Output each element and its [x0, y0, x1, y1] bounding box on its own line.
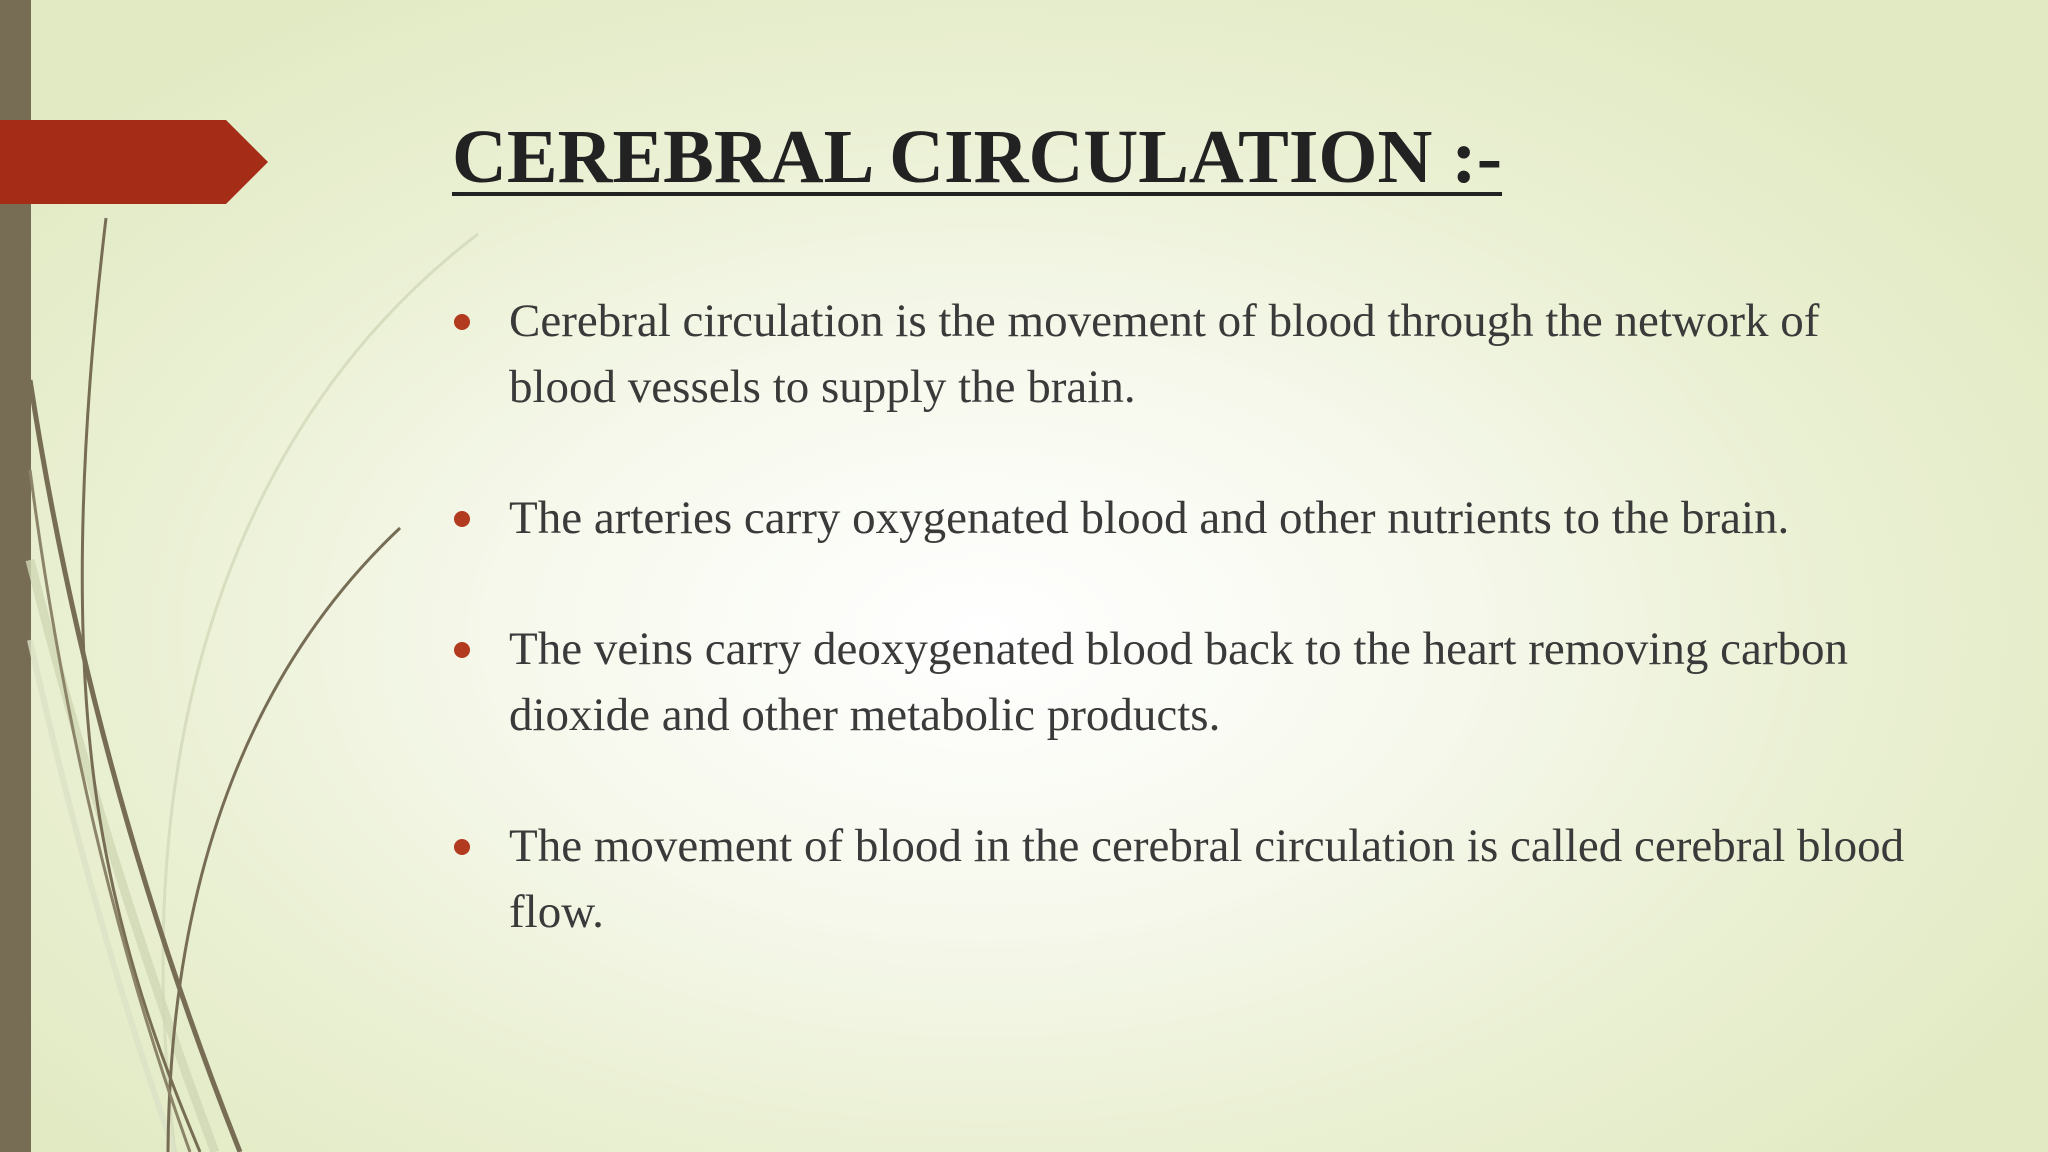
bullet-dot-icon — [454, 642, 470, 658]
bullet-item — [452, 288, 1912, 420]
bullet-item — [452, 485, 1912, 551]
slide-title: CEREBRAL CIRCULATION :- — [452, 115, 1503, 199]
bullet-item — [452, 813, 1912, 945]
bullet-item — [452, 616, 1912, 748]
bullet-text: The movement of blood in the cerebral circulation is called cerebral blood flow. — [509, 820, 1905, 938]
bullet-dot-icon — [454, 314, 470, 330]
bullet-text: Cerebral circulation is the movement of blood through the network of blood vessels to supply the brain. — [509, 295, 1820, 413]
bullet-list — [452, 288, 1912, 1010]
bullet-dot-icon — [454, 839, 470, 855]
bullet-text: The veins carry deoxygenated blood back to the heart removing carbon dioxide and other metabolic products. — [509, 623, 1848, 741]
bullet-text: The arteries carry oxygenated blood and other nutrients to the brain. — [509, 492, 1790, 544]
bullet-dot-icon — [454, 511, 470, 527]
accent-arrow-banner — [0, 120, 268, 204]
